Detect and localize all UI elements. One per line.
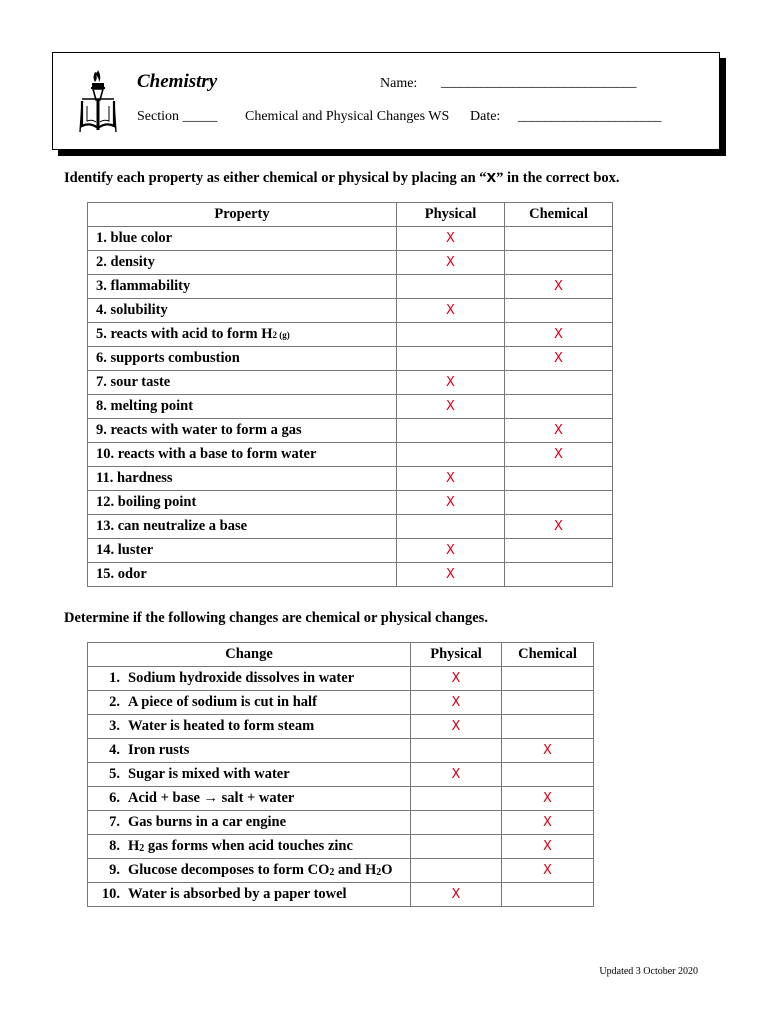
property-text: 10. reacts with a base to form water <box>96 446 317 462</box>
worksheet-header <box>52 52 720 150</box>
property-row <box>88 227 613 251</box>
physical-checkbox[interactable] <box>397 467 505 491</box>
x-mark: X <box>451 887 461 902</box>
physical-checkbox[interactable] <box>397 515 505 539</box>
physical-checkbox[interactable] <box>397 251 505 275</box>
property-row <box>88 323 613 347</box>
property-label <box>88 251 397 275</box>
chemical-checkbox[interactable] <box>502 715 594 739</box>
chemical-checkbox[interactable] <box>505 491 613 515</box>
change-text: Water is absorbed by a paper towel <box>128 886 347 902</box>
change-label <box>88 691 411 715</box>
x-mark: X <box>451 767 461 782</box>
physical-checkbox[interactable] <box>411 715 502 739</box>
x-mark: X <box>543 743 552 758</box>
physical-checkbox[interactable] <box>397 395 505 419</box>
change-text: and H <box>334 862 377 878</box>
change-row <box>88 691 594 715</box>
change-number: 4. <box>109 742 120 758</box>
x-mark: X <box>446 567 455 582</box>
physical-checkbox[interactable] <box>411 811 502 835</box>
chemical-checkbox[interactable] <box>505 467 613 491</box>
chemical-checkbox[interactable] <box>505 227 613 251</box>
x-mark: X <box>554 327 563 342</box>
property-row <box>88 347 613 371</box>
chemical-checkbox[interactable] <box>505 299 613 323</box>
x-mark: X <box>446 495 455 510</box>
physical-checkbox[interactable] <box>397 323 505 347</box>
chemical-checkbox[interactable] <box>502 835 594 859</box>
change-number: 9. <box>109 862 120 878</box>
property-row <box>88 539 613 563</box>
chemical-checkbox[interactable] <box>505 539 613 563</box>
property-label <box>88 563 397 587</box>
property-text: 8. melting point <box>96 398 194 414</box>
change-subscript: 2 <box>329 867 335 878</box>
property-row <box>88 275 613 299</box>
physical-checkbox[interactable] <box>397 299 505 323</box>
x-mark: X <box>451 671 461 686</box>
chemical-checkbox[interactable] <box>505 323 613 347</box>
chemical-checkbox[interactable] <box>502 691 594 715</box>
property-row <box>88 467 613 491</box>
physical-header: Physical <box>397 203 505 227</box>
physical-checkbox[interactable] <box>411 667 502 691</box>
property-label <box>88 491 397 515</box>
physical-checkbox[interactable] <box>411 739 502 763</box>
property-text: 6. supports combustion <box>96 350 240 366</box>
change-text: Sugar is mixed with water <box>128 766 290 782</box>
property-text: 2. density <box>96 254 155 270</box>
change-text: H <box>128 838 140 854</box>
chemical-checkbox[interactable] <box>502 787 594 811</box>
date-blank[interactable]: ______________________ <box>518 109 661 124</box>
chemical-checkbox[interactable] <box>502 883 594 907</box>
change-row <box>88 883 594 907</box>
x-mark: X <box>451 695 461 710</box>
physical-checkbox[interactable] <box>397 539 505 563</box>
section-label[interactable]: Section _____ <box>137 109 218 124</box>
property-subscript: 2 (g) <box>272 330 290 340</box>
property-text: 1. blue color <box>96 230 173 246</box>
property-label <box>88 443 397 467</box>
change-label <box>88 883 411 907</box>
change-text: Sodium hydroxide dissolves in water <box>128 670 355 686</box>
physical-checkbox[interactable] <box>397 443 505 467</box>
property-row <box>88 491 613 515</box>
change-text: Iron rusts <box>128 742 190 758</box>
property-row <box>88 443 613 467</box>
x-mark: X <box>554 351 563 366</box>
change-number: 6. <box>109 790 120 806</box>
x-mark: X <box>446 231 455 246</box>
property-text: 3. flammability <box>96 278 191 294</box>
change-text: Acid + base → salt + water <box>128 790 295 806</box>
change-text: A piece of sodium is cut in half <box>128 694 317 710</box>
change-row <box>88 667 594 691</box>
change-number: 10. <box>101 886 120 902</box>
chemical-checkbox[interactable] <box>502 859 594 883</box>
change-header: Change <box>88 643 411 667</box>
change-number: 5. <box>109 766 120 782</box>
chemical-header: Chemical <box>502 643 594 667</box>
date-label: Date: <box>470 109 501 124</box>
property-text: 9. reacts with water to form a gas <box>96 422 302 438</box>
physical-checkbox[interactable] <box>397 275 505 299</box>
property-text: 5. reacts with acid to form H <box>96 326 273 342</box>
change-subscript: 2 <box>139 843 145 854</box>
chemical-header: Chemical <box>505 203 613 227</box>
change-row <box>88 763 594 787</box>
change-number: 7. <box>109 814 120 830</box>
physical-checkbox[interactable] <box>397 419 505 443</box>
change-row <box>88 715 594 739</box>
property-label <box>88 419 397 443</box>
chemical-checkbox[interactable] <box>505 443 613 467</box>
property-row <box>88 371 613 395</box>
change-row <box>88 787 594 811</box>
updated-date: Updated 3 October 2020 <box>599 966 698 977</box>
property-text: 12. boiling point <box>96 494 197 510</box>
physical-checkbox[interactable] <box>411 763 502 787</box>
physical-checkbox[interactable] <box>397 563 505 587</box>
property-label <box>88 395 397 419</box>
physical-header: Physical <box>411 643 502 667</box>
physical-checkbox[interactable] <box>397 371 505 395</box>
physical-checkbox[interactable] <box>397 491 505 515</box>
worksheet-title: Chemical and Physical Changes WS <box>245 109 450 124</box>
change-table <box>87 642 594 907</box>
property-row <box>88 251 613 275</box>
chemical-checkbox[interactable] <box>505 251 613 275</box>
property-label <box>88 371 397 395</box>
property-label <box>88 227 397 251</box>
chemical-checkbox[interactable] <box>502 763 594 787</box>
chemical-checkbox[interactable] <box>502 811 594 835</box>
property-row <box>88 419 613 443</box>
x-mark: X <box>446 471 455 486</box>
change-row <box>88 835 594 859</box>
property-label <box>88 299 397 323</box>
physical-checkbox[interactable] <box>411 691 502 715</box>
property-row <box>88 563 613 587</box>
chemical-checkbox[interactable] <box>505 371 613 395</box>
property-row <box>88 299 613 323</box>
chemical-checkbox[interactable] <box>505 347 613 371</box>
physical-checkbox[interactable] <box>397 347 505 371</box>
chemical-checkbox[interactable] <box>505 515 613 539</box>
x-mark: X <box>446 375 455 390</box>
change-number: 2. <box>109 694 120 710</box>
change-row <box>88 859 594 883</box>
x-mark: X <box>446 399 455 414</box>
x-mark: X <box>543 839 552 854</box>
chemical-checkbox[interactable] <box>502 739 594 763</box>
property-label <box>88 323 397 347</box>
change-text: Glucose decomposes to form CO <box>128 862 330 878</box>
change-text: Gas burns in a car engine <box>128 814 287 830</box>
change-text: O <box>381 862 393 878</box>
property-text: 15. odor <box>96 566 147 582</box>
property-label <box>88 515 397 539</box>
part1-instruction: Identify each property as either chemical or physical by placing an “X” in the correct box. <box>64 170 620 186</box>
x-mark: X <box>543 863 552 878</box>
change-number: 8. <box>109 838 120 854</box>
x-mark: X <box>446 303 455 318</box>
chemical-checkbox[interactable] <box>505 419 613 443</box>
physical-checkbox[interactable] <box>411 859 502 883</box>
x-mark: X <box>446 543 455 558</box>
property-row <box>88 515 613 539</box>
change-label <box>88 667 411 691</box>
change-label <box>88 763 411 787</box>
physical-checkbox[interactable] <box>411 787 502 811</box>
change-label <box>88 739 411 763</box>
torch-book-logo-icon <box>79 66 117 144</box>
property-text: 11. hardness <box>96 470 173 486</box>
physical-checkbox[interactable] <box>411 883 502 907</box>
property-text: 7. sour taste <box>96 374 171 390</box>
change-row <box>88 739 594 763</box>
change-number: 1. <box>109 670 120 686</box>
change-number: 3. <box>109 718 120 734</box>
property-label <box>88 539 397 563</box>
property-label <box>88 275 397 299</box>
x-mark: X <box>543 791 552 806</box>
property-table <box>87 202 613 587</box>
change-label <box>88 811 411 835</box>
x-mark: X <box>543 815 552 830</box>
chemical-checkbox[interactable] <box>502 667 594 691</box>
property-text: 13. can neutralize a base <box>96 518 248 534</box>
course-title: Chemistry <box>137 71 218 92</box>
change-label <box>88 715 411 739</box>
change-text: Water is heated to form steam <box>128 718 315 734</box>
property-label <box>88 347 397 371</box>
change-label <box>88 859 411 883</box>
x-mark: X <box>554 423 563 438</box>
part2-instruction: Determine if the following changes are chemical or physical changes. <box>64 610 488 626</box>
property-text: 14. luster <box>96 542 154 558</box>
name-blank[interactable]: ______________________________ <box>441 75 636 90</box>
change-row <box>88 811 594 835</box>
change-text: gas forms when acid touches zinc <box>144 838 353 854</box>
property-row <box>88 395 613 419</box>
x-mark: X <box>554 279 563 294</box>
x-mark: X <box>451 719 461 734</box>
x-mark: X <box>554 447 563 462</box>
change-label <box>88 835 411 859</box>
physical-checkbox[interactable] <box>411 835 502 859</box>
chemical-checkbox[interactable] <box>505 563 613 587</box>
chemical-checkbox[interactable] <box>505 275 613 299</box>
property-header: Property <box>88 203 397 227</box>
x-mark: X <box>554 519 563 534</box>
name-label: Name: <box>380 76 418 91</box>
chemical-checkbox[interactable] <box>505 395 613 419</box>
property-text: 4. solubility <box>96 302 168 318</box>
change-label <box>88 787 411 811</box>
physical-checkbox[interactable] <box>397 227 505 251</box>
property-label <box>88 467 397 491</box>
x-mark: X <box>446 255 455 270</box>
change-subscript: 2 <box>376 867 382 878</box>
